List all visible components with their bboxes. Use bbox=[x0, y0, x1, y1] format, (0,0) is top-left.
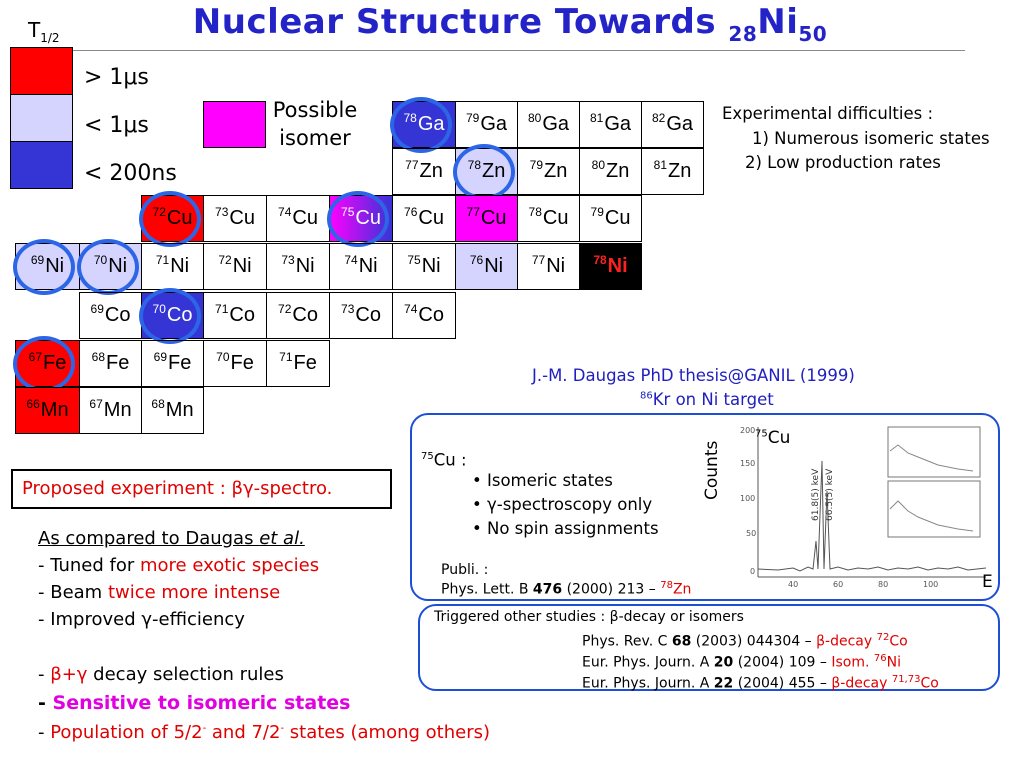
nuclide-79-cu bbox=[579, 195, 642, 242]
mass-number: 77 bbox=[405, 157, 419, 172]
element-symbol: Ga bbox=[417, 113, 445, 135]
difficulties-item-1: 1) Numerous isomeric states bbox=[752, 129, 990, 148]
nuclide-73-cu bbox=[203, 195, 267, 242]
element-symbol: Ni bbox=[358, 255, 378, 277]
element-symbol: Co bbox=[104, 304, 131, 326]
element-symbol: Ga bbox=[604, 113, 632, 135]
mass-number: 73 bbox=[341, 301, 355, 316]
element-symbol: Mn bbox=[40, 399, 69, 421]
element-symbol: Co bbox=[418, 304, 444, 326]
mass-number: 72 bbox=[278, 301, 292, 316]
mass-number: 71 bbox=[215, 301, 229, 316]
nuclide-72-co bbox=[266, 292, 330, 339]
nuclide-67-fe bbox=[15, 340, 80, 387]
nuclide-70-fe bbox=[203, 340, 267, 387]
mass-number: 69 bbox=[30, 252, 45, 267]
nuclide-75-ni bbox=[392, 243, 456, 290]
cu75-publication: Phys. Lett. B 476 (2000) 213 – $^{78}$Zn bbox=[441, 580, 692, 598]
legend-label-long: > 1μs bbox=[84, 65, 149, 90]
element-symbol: Co bbox=[355, 304, 381, 326]
legend-swatch-short bbox=[10, 94, 73, 142]
spectrum-y-label: Counts bbox=[702, 440, 722, 500]
element-symbol: Ni bbox=[295, 255, 315, 277]
mass-number: 70 bbox=[152, 301, 166, 316]
cu75-bullet-2: • γ-spectroscopy only bbox=[472, 495, 653, 514]
mass-number: 76 bbox=[404, 204, 418, 219]
element-symbol: Co bbox=[229, 304, 255, 326]
mass-number: 69 bbox=[90, 301, 104, 316]
reference-thesis: J.-M. Daugas PhD thesis@GANIL (1999) bbox=[532, 366, 855, 385]
element-symbol: Zn bbox=[606, 160, 630, 182]
mass-number: 69 bbox=[153, 349, 167, 364]
mass-number: 82 bbox=[651, 110, 666, 125]
compare-line-5: - Sensitive to isomeric states bbox=[38, 692, 351, 714]
mass-number: 75 bbox=[341, 204, 355, 219]
svg-text:100: 100 bbox=[923, 580, 939, 589]
nuclide-71-fe bbox=[266, 340, 330, 387]
nuclide-70-ni bbox=[79, 243, 142, 290]
svg-text:40: 40 bbox=[788, 580, 799, 589]
nuclide-69-ni bbox=[15, 243, 80, 290]
nuclide-70-co bbox=[141, 292, 204, 339]
nuclide-67-mn bbox=[79, 387, 142, 434]
legend-swatch-long bbox=[10, 47, 73, 95]
nuclide-81-ga bbox=[579, 101, 642, 148]
legend-label-fast: < 200ns bbox=[84, 161, 177, 186]
nuclide-74-ni bbox=[329, 243, 393, 290]
element-symbol: Ni bbox=[607, 255, 628, 277]
element-symbol: Co bbox=[292, 304, 318, 326]
compare-line-6: - Population of 5/2- and 7/2- states (among others) bbox=[38, 722, 490, 743]
element-symbol: Ni bbox=[232, 255, 252, 277]
nuclide-71-co bbox=[203, 292, 267, 339]
difficulties-item-2: 2) Low production rates bbox=[745, 153, 941, 172]
mass-number: 78 bbox=[467, 157, 481, 172]
triggered-heading: Triggered other studies : β-decay or isomers bbox=[434, 609, 744, 625]
mass-number: 77 bbox=[531, 252, 546, 267]
legend-label-short: < 1μs bbox=[84, 113, 149, 138]
mass-number: 71 bbox=[155, 252, 170, 267]
nuclide-76-ni bbox=[455, 243, 518, 290]
element-symbol: Zn bbox=[419, 160, 443, 182]
element-symbol: Mn bbox=[165, 399, 194, 421]
mass-number: 74 bbox=[278, 204, 292, 219]
nuclide-80-ga bbox=[517, 101, 580, 148]
mass-number: 81 bbox=[589, 110, 604, 125]
title-divider bbox=[40, 50, 965, 51]
element-symbol: Ga bbox=[480, 113, 508, 135]
compare-heading: As compared to Daugas et al. bbox=[38, 528, 305, 549]
svg-text:100: 100 bbox=[740, 494, 756, 503]
mass-number: 70 bbox=[216, 349, 230, 364]
nuclide-73-co bbox=[329, 292, 393, 339]
half-life-header: $T_{1/2}$ bbox=[28, 18, 60, 45]
mass-number: 72 bbox=[152, 204, 166, 219]
compare-line-1: - Tuned for more exotic species bbox=[38, 555, 320, 576]
element-symbol: Cu bbox=[418, 207, 444, 229]
mass-number: 78 bbox=[403, 110, 417, 125]
element-symbol: Fe bbox=[106, 352, 130, 374]
mass-number: 74 bbox=[404, 301, 418, 316]
element-symbol: Ni bbox=[108, 255, 128, 277]
nuclide-77-zn bbox=[392, 148, 456, 195]
compare-line-2: - Beam twice more intense bbox=[38, 582, 281, 603]
mass-number: 73 bbox=[281, 252, 295, 267]
svg-text:200: 200 bbox=[740, 426, 756, 435]
mass-number: 74 bbox=[344, 252, 358, 267]
spectrum-nuclide-label: $^{75}$Cu bbox=[755, 428, 791, 448]
nuclide-80-zn bbox=[579, 148, 642, 195]
mass-number: 81 bbox=[653, 157, 667, 172]
element-symbol: Ni bbox=[484, 255, 504, 277]
element-symbol: Fe bbox=[230, 352, 254, 374]
element-symbol: Cu bbox=[542, 207, 569, 229]
proposed-experiment: Proposed experiment : βγ-spectro. bbox=[22, 478, 333, 499]
element-symbol: Zn bbox=[482, 160, 506, 182]
element-symbol: Zn bbox=[668, 160, 692, 182]
element-symbol: Ni bbox=[546, 255, 566, 277]
mass-number: 67 bbox=[28, 349, 42, 364]
cu75-publi-label: Publi. : bbox=[441, 562, 489, 578]
nuclide-69-fe bbox=[141, 340, 204, 387]
triggered-ref-3: Eur. Phys. Journ. A 22 (2004) 455 – β-decay $^{71,73}$Co bbox=[582, 674, 939, 692]
svg-text:0: 0 bbox=[750, 567, 756, 576]
element-symbol: Cu bbox=[604, 207, 631, 229]
mass-number: 79 bbox=[529, 157, 543, 172]
nuclide-79-zn bbox=[517, 148, 580, 195]
svg-text:50: 50 bbox=[746, 529, 757, 538]
nuclide-78-ga bbox=[392, 101, 456, 148]
difficulties-heading: Experimental difficulties : bbox=[722, 104, 934, 123]
page-title: Nuclear Structure Towards $_{28}Ni_{50}$ bbox=[192, 2, 828, 46]
nuclide-74-co bbox=[392, 292, 456, 339]
svg-text:150: 150 bbox=[740, 459, 756, 468]
mass-number: 73 bbox=[215, 204, 229, 219]
nuclide-73-ni bbox=[266, 243, 330, 290]
element-symbol: Mn bbox=[103, 399, 132, 421]
legend-swatch-fast bbox=[10, 141, 73, 189]
nuclide-66-mn bbox=[15, 387, 80, 434]
nuclide-72-cu bbox=[141, 195, 204, 242]
mass-number: 71 bbox=[279, 349, 293, 364]
element-symbol: Ni bbox=[45, 255, 65, 277]
nuclide-71-ni bbox=[141, 243, 204, 290]
nuclide-78-ni bbox=[579, 243, 642, 290]
mass-number: 70 bbox=[93, 252, 108, 267]
element-symbol: Ga bbox=[542, 113, 570, 135]
element-symbol: Ni bbox=[170, 255, 190, 277]
mass-number: 80 bbox=[527, 110, 542, 125]
isomer-swatch bbox=[203, 101, 266, 148]
triggered-ref-2: Eur. Phys. Journ. A 20 (2004) 109 – Isom. $^{76}$Ni bbox=[582, 653, 901, 671]
element-symbol: Cu bbox=[229, 207, 255, 229]
mass-number: 67 bbox=[89, 396, 103, 411]
element-symbol: Fe bbox=[293, 352, 317, 374]
nuclide-81-zn bbox=[641, 148, 704, 195]
nuclide-74-cu bbox=[266, 195, 330, 242]
mass-number: 68 bbox=[151, 396, 165, 411]
nuclide-78-cu bbox=[517, 195, 580, 242]
peak-label-1: 61.8(5) keV bbox=[811, 468, 821, 521]
mass-number: 78 bbox=[593, 252, 607, 267]
element-symbol: Cu bbox=[480, 207, 507, 229]
element-symbol: Fe bbox=[168, 352, 192, 374]
nuclide-77-cu bbox=[455, 195, 518, 242]
mass-number: 79 bbox=[465, 110, 480, 125]
mass-number: 77 bbox=[466, 204, 480, 219]
cu75-bullet-1: • Isomeric states bbox=[472, 471, 613, 490]
nuclide-69-co bbox=[79, 292, 142, 339]
mass-number: 79 bbox=[590, 204, 604, 219]
nuclide-79-ga bbox=[455, 101, 518, 148]
mass-number: 78 bbox=[528, 204, 542, 219]
mass-number: 75 bbox=[407, 252, 421, 267]
nuclide-78-zn bbox=[455, 148, 518, 195]
mass-number: 76 bbox=[469, 252, 484, 267]
element-symbol: Cu bbox=[166, 207, 193, 229]
nuclide-68-mn bbox=[141, 387, 204, 434]
element-symbol: Cu bbox=[292, 207, 318, 229]
reference-target: $^{86}$Kr on Ni target bbox=[640, 390, 774, 409]
spectrum-x-label: E bbox=[982, 572, 993, 592]
mass-number: 72 bbox=[218, 252, 232, 267]
mass-number: 66 bbox=[26, 396, 40, 411]
nuclide-75-cu bbox=[329, 195, 393, 242]
nuclide-76-cu bbox=[392, 195, 456, 242]
nuclide-82-ga bbox=[641, 101, 704, 148]
element-symbol: Zn bbox=[544, 160, 568, 182]
element-symbol: Cu bbox=[355, 207, 381, 229]
nuclide-72-ni bbox=[203, 243, 267, 290]
compare-line-4: - β+γ decay selection rules bbox=[38, 664, 284, 685]
cu75-heading: $^{75}$Cu : bbox=[421, 450, 467, 470]
triggered-ref-1: Phys. Rev. C 68 (2003) 044304 – β-decay $^{72}$Co bbox=[582, 632, 908, 650]
cu75-bullet-3: • No spin assignments bbox=[472, 519, 659, 538]
element-symbol: Ni bbox=[421, 255, 441, 277]
mass-number: 80 bbox=[591, 157, 605, 172]
nuclide-77-ni bbox=[517, 243, 580, 290]
svg-text:80: 80 bbox=[878, 580, 889, 589]
element-symbol: Ga bbox=[666, 113, 694, 135]
mass-number: 68 bbox=[91, 349, 105, 364]
compare-line-3: - Improved γ-efficiency bbox=[38, 609, 245, 630]
peak-label-2: 66.5(5) keV bbox=[825, 468, 835, 521]
isomer-label: Possible isomer bbox=[272, 98, 358, 150]
element-symbol: Co bbox=[166, 304, 193, 326]
nuclide-68-fe bbox=[79, 340, 142, 387]
element-symbol: Fe bbox=[43, 352, 67, 374]
svg-text:60: 60 bbox=[833, 580, 844, 589]
